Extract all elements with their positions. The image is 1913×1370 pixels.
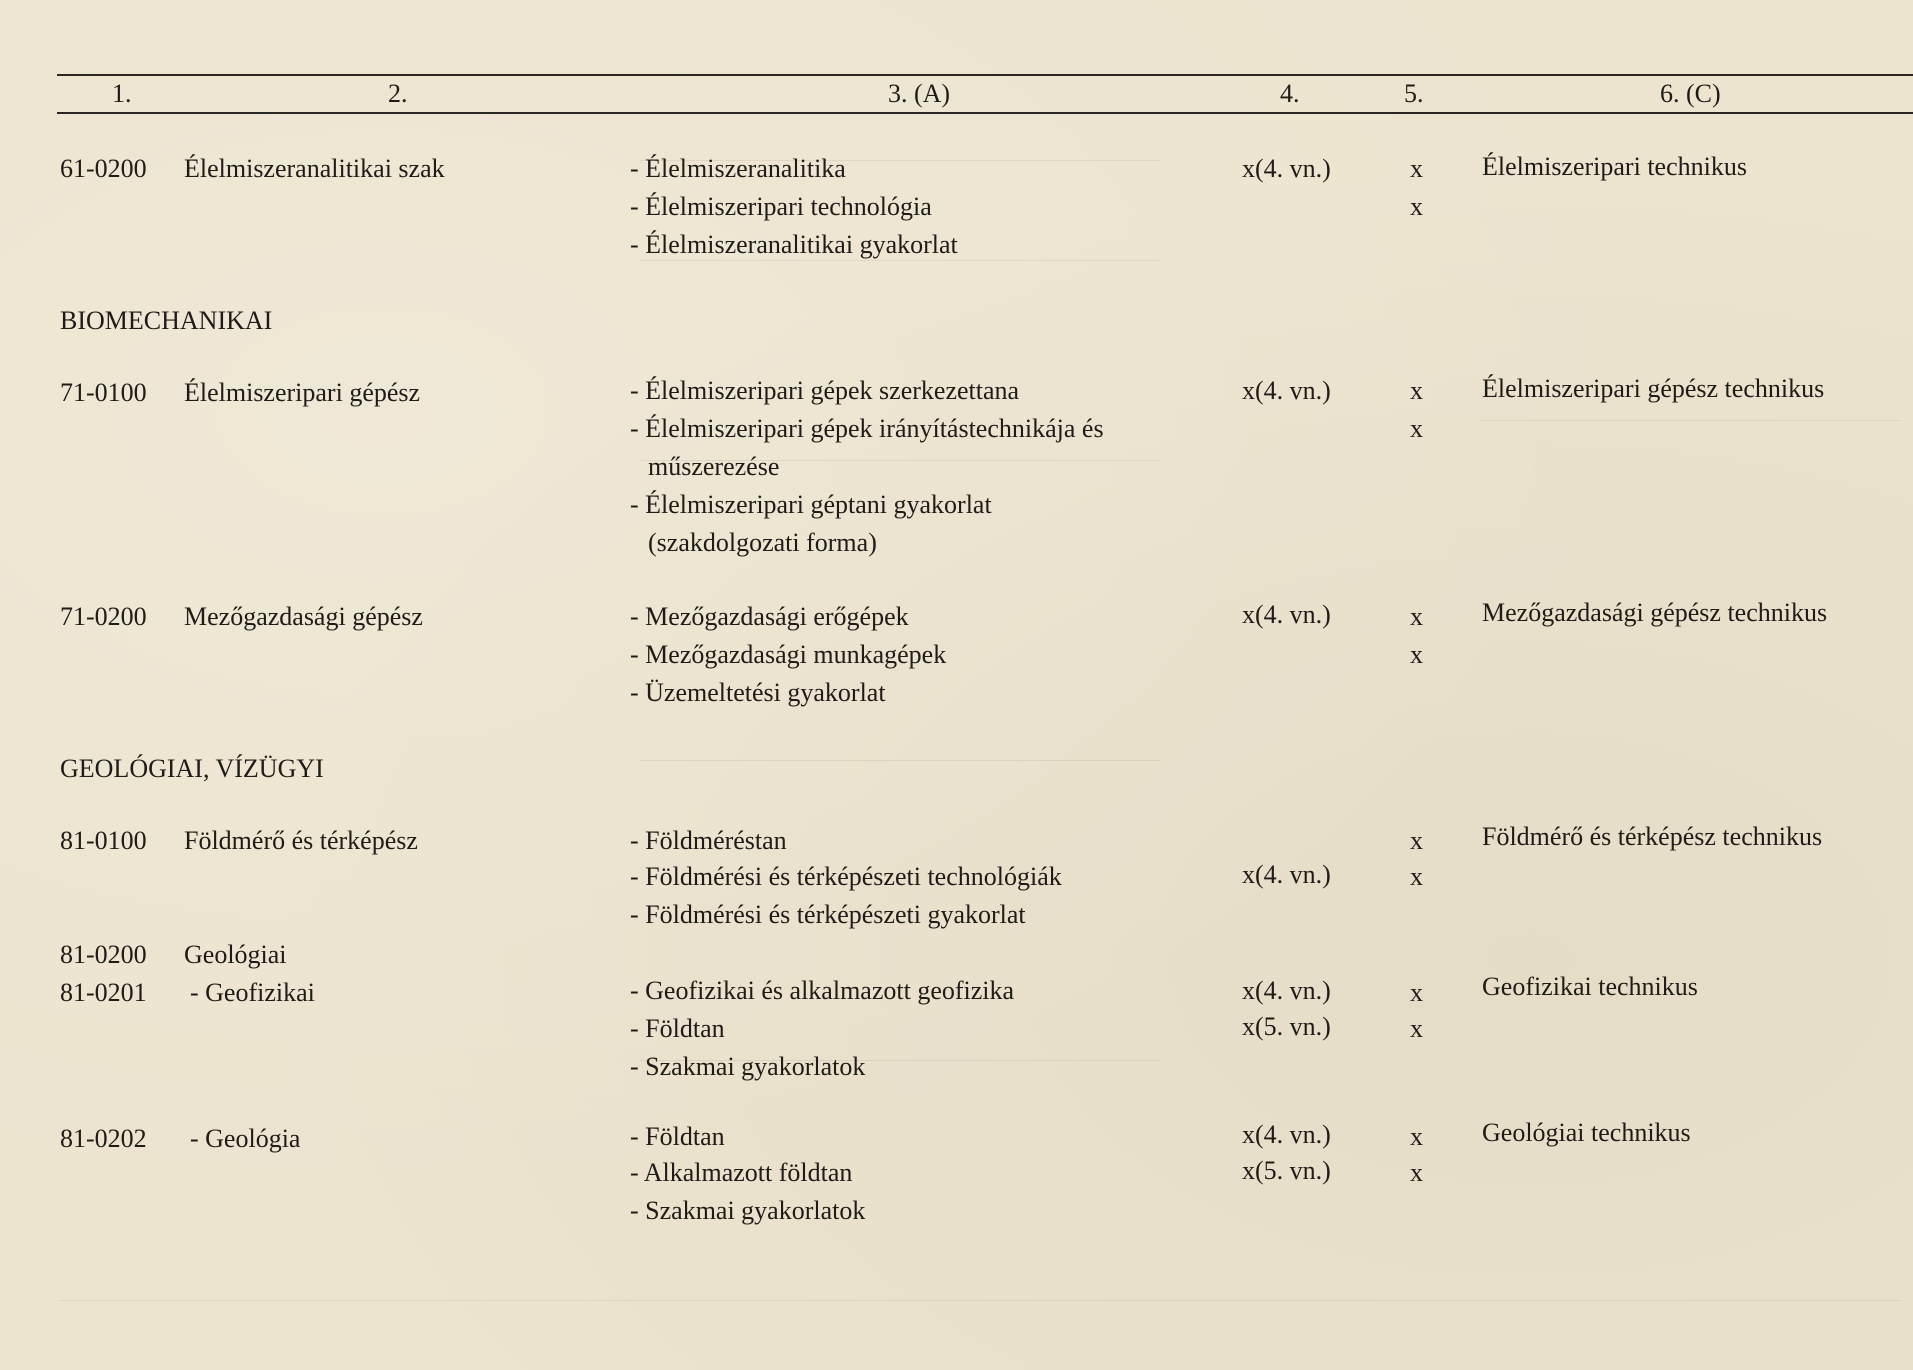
row-code: 81-0200 [60,940,147,969]
header-col-1: 1. [112,79,132,108]
exam-mark: x(5. vn.) [1242,1156,1331,1185]
row-code: 81-0100 [60,826,147,855]
subject-line: műszerezése [648,452,780,481]
subject-line: - Mezőgazdasági munkagépek [630,640,947,669]
check-mark: x [1410,1158,1423,1187]
subject-line: - Mezőgazdasági erőgépek [630,602,909,631]
row-code: 81-0202 [60,1124,147,1153]
check-mark: x [1410,602,1423,631]
exam-mark: x(4. vn.) [1242,154,1331,183]
exam-mark: x(4. vn.) [1242,1120,1331,1149]
check-mark: x [1410,1122,1423,1151]
row-name: - Geofizikai [190,978,315,1007]
subject-line: - Élelmiszeripari géptani gyakorlat [630,490,992,519]
subject-line: - Geofizikai és alkalmazott geofizika [630,976,1015,1005]
subject-line: - Élelmiszeripari technológia [630,192,932,221]
check-mark: x [1410,978,1423,1007]
header-top-rule [57,74,1913,76]
header-col-2: 2. [388,79,408,108]
row-code: 61-0200 [60,154,147,183]
subject-line: (szakdolgozati forma) [648,528,877,557]
row-name: Geológiai [184,940,287,969]
qualification: Geofizikai technikus [1482,972,1698,1001]
qualification: Földmérő és térképész technikus [1482,822,1823,851]
row-code: 71-0100 [60,378,147,407]
section-heading: BIOMECHANIKAI [60,306,273,335]
exam-mark: x(4. vn.) [1242,860,1331,889]
exam-mark: x(4. vn.) [1242,600,1331,629]
check-mark: x [1410,192,1423,221]
row-name: Élelmiszeripari gépész [184,378,421,407]
subject-line: - Élelmiszeranalitika [630,154,846,183]
qualification: Élelmiszeripari gépész technikus [1482,374,1825,403]
check-mark: x [1410,640,1423,669]
subject-line: - Földtan [630,1014,725,1043]
check-mark: x [1410,862,1423,891]
qualification: Mezőgazdasági gépész technikus [1482,598,1828,627]
check-mark: x [1410,154,1423,183]
subject-line: - Alkalmazott földtan [630,1158,853,1187]
exam-mark: x(4. vn.) [1242,376,1331,405]
header-bottom-rule [57,112,1913,114]
subject-line: - Szakmai gyakorlatok [630,1052,866,1081]
exam-mark: x(5. vn.) [1242,1012,1331,1041]
header-col-6: 6. (C) [1660,79,1721,108]
subject-line: - Üzemeltetési gyakorlat [630,678,886,707]
section-heading: GEOLÓGIAI, VÍZÜGYI [60,754,324,783]
row-name: Mezőgazdasági gépész [184,602,423,631]
subject-line: - Földmérési és térképészeti gyakorlat [630,900,1026,929]
row-name: Földmérő és térképész [184,826,418,855]
show-through-line [60,1300,1900,1301]
subject-line: - Földtan [630,1122,725,1151]
check-mark: x [1410,376,1423,405]
subject-line: - Élelmiszeripari gépek szerkezettana [630,376,1020,405]
subject-line: - Élelmiszeripari gépek irányítástechnikája és [630,414,1104,443]
row-name: - Geológia [190,1124,301,1153]
qualification: Élelmiszeripari technikus [1482,152,1747,181]
check-mark: x [1410,414,1423,443]
header-col-4: 4. [1280,79,1300,108]
subject-line: - Élelmiszeranalitikai gyakorlat [630,230,958,259]
exam-mark: x(4. vn.) [1242,976,1331,1005]
header-col-3: 3. (A) [888,79,951,108]
subject-line: - Földmérési és térképészeti technológiák [630,862,1062,891]
check-mark: x [1410,826,1423,855]
row-code: 81-0201 [60,978,147,1007]
check-mark: x [1410,1014,1423,1043]
subject-line: - Szakmai gyakorlatok [630,1196,866,1225]
row-code: 71-0200 [60,602,147,631]
subject-line: - Földméréstan [630,826,787,855]
header-col-5: 5. [1404,79,1424,108]
qualification: Geológiai technikus [1482,1118,1691,1147]
show-through-line [1480,420,1900,421]
show-through-line [640,760,1160,761]
row-name: Élelmiszeranalitikai szak [184,154,445,183]
